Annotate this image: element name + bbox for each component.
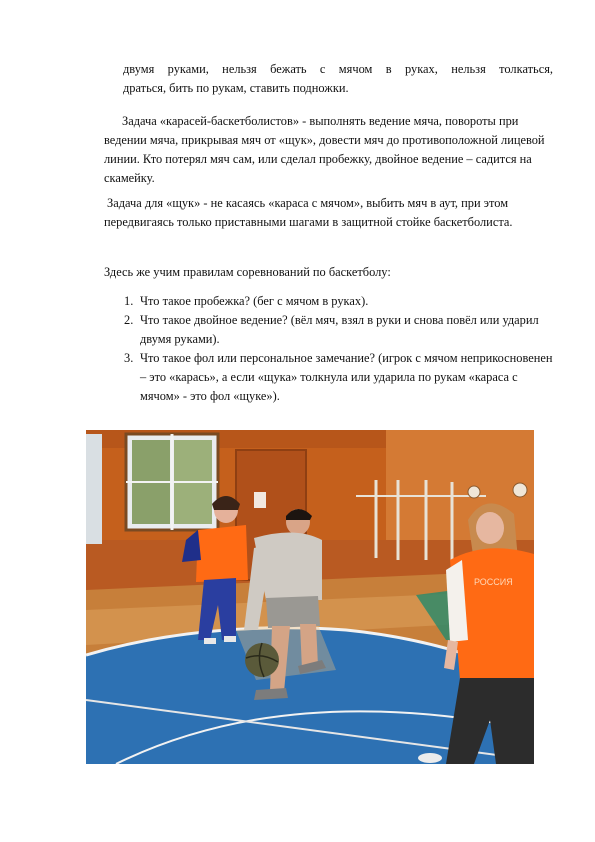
list-item bbox=[104, 292, 554, 311]
gym-basketball-photo bbox=[86, 430, 534, 764]
gym-window bbox=[126, 434, 218, 530]
list-item-text: Что такое двойное ведение? (вёл мяч, взял в руки и снова повёл или ударил двумя руками). bbox=[140, 313, 539, 346]
list-item-text: Что такое пробежка? (бег с мячом в руках). bbox=[140, 294, 369, 308]
list-item bbox=[104, 311, 554, 349]
paragraph-text: Задача для «щук» - не касаясь «караса с мячом», выбить мяч в аут, при этом передвигаясь только приставными шагами в защитной стойке баскетболиста. bbox=[104, 196, 513, 229]
paragraph-line: драться, бить по рукам, ставить подножки. bbox=[123, 81, 349, 95]
paragraph-line: двумя руками, нельзя бежать с мячом в руках, нельзя толкаться, bbox=[123, 62, 553, 76]
rules-list bbox=[104, 292, 554, 406]
list-number: 3. bbox=[124, 351, 134, 365]
list-number: 2. bbox=[124, 313, 134, 327]
orange-vest bbox=[196, 525, 248, 582]
paragraph-rules-continued bbox=[123, 60, 553, 98]
paragraph-text: Задача «карасей-баскетболистов» - выполнять ведение мяча, повороты при ведении мяча, прикрывая мяч от «щук», довести мяч до противоположной лицевой линии. Кто потерял мяч сам, или сделал пробежку, двойное ведение – садится на скамейку. bbox=[104, 114, 545, 185]
paragraph-pike-task bbox=[104, 194, 554, 232]
list-number: 1. bbox=[124, 294, 134, 308]
paragraph-rules-intro bbox=[104, 263, 554, 282]
vest-text: РОССИЯ bbox=[474, 577, 513, 587]
paragraph-crucian-task bbox=[104, 112, 554, 188]
list-item bbox=[104, 349, 554, 406]
list-item-text: Что такое фол или персональное замечание? (игрок с мячом неприкосновенен – это «карась», а если «щука» толкнула или ударила по рукам «караса с мячом» - это фол «щуке»). bbox=[140, 351, 553, 403]
paragraph-text: Здесь же учим правилам соревнований по баскетболу: bbox=[104, 265, 391, 279]
